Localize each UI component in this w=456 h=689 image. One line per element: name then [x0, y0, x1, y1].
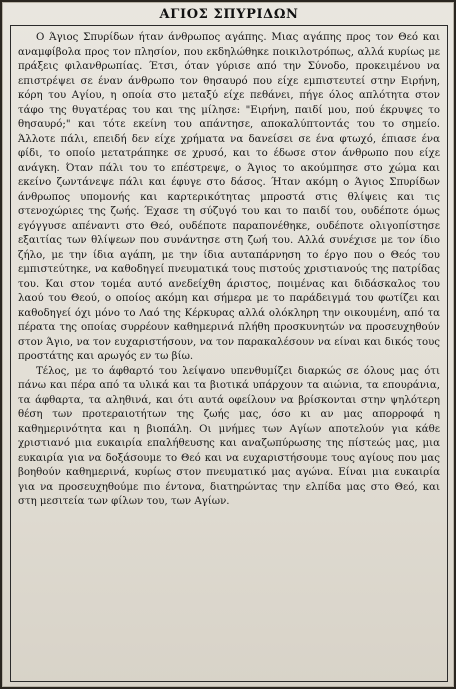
document-title: ΑΓΙΟΣ ΣΠΥΡΙΔΩΝ — [159, 7, 299, 22]
paragraph-2: Τέλος, με το άφθαρτό του λείψανο υπενθυμίζει διαρκώς σε όλους μας ότι πάνω και πέρα από τα υλικά και τα βιοτικά υπάρχουν τα αιώνια, τα επουράνια, τα άφθαρτα, τα αληθινά, και ότι αυτά οφείλουν να βρίσκονται στην ψηλότερη θέση των προτεραιοτήτων της ζωής μας, όσο κι αν μας απορροφά η καθημερινότητα και η βιοπάλη. Οι μνήμες των Αγίων αποτελούν για κάθε χριστιανό μια ευκαιρία επαλήθευσης και αναζωπύρωσης της πίστεώς μας, μια ευκαιρία για να δοξάσουμε το Θεό και να ευχαριστήσουμε τους αγίους που μας βοηθούν καθημερινά, κυρίως στον πνευματικό μας αγώνα. Είναι μια ευκαιρία για να προσευχηθούμε πιο έντονα, διατηρώντας την ελπίδα μας στο Θεό, και στη μεσιτεία των φίλων του, των Αγίων. — [18, 365, 440, 507]
document-page — [2, 2, 454, 687]
paragraph-1: Ο Άγιος Σπυρίδων ήταν άνθρωπος αγάπης. Μιας αγάπης προς τον Θεό και αναμφίβολα προς τον πλησίον, που εκδηλώθηκε ποικιλοτρόπως, αλλά κυρίως με πράξεις φιλανθρωπίας. Έτσι, όταν γύρισε από την Σύνοδο, προκειμένου να επιστρέψει σε έναν άνθρωπο τον θησαυρό που είχε εμπιστευτεί στην Ειρήνη, κόρη του Αγίου, η οποία στο μεταξύ είχε πεθάνει, πήγε όλος απλότητα στον τάφο της θυγατέρας του και της μίλησε: "Ειρήνη, παιδί μου, πού έκρυψες το θησαυρό;" και τότε εκείνη του απάντησε, αποκαλύπτοντάς του το σημείο. Άλλοτε πάλι, επειδή δεν είχε χρήματα να δανείσει σε ένα φτωχό, έπιασε ένα φίδι, το οποίο μετατράπηκε σε χρυσό, και το έδωσε στον άνθρωπο που είχε ανάγκη. Όταν πάλι του το επέστρεψε, ο Άγιος το ακούμπησε στο χώμα και εκείνο ζωντάνεψε πάλι και έφυγε στο δάσος. Ήταν ακόμη ο Άγιος Σπυρίδων άνθρωπος υπομονής και καρτερικότητας μπροστά στις θλίψεις και τις στενοχώριες της ζωής. Έχασε τη σύζυγό του και το παιδί του, ουδέποτε όμως εγόγγυσε απέναντι στο Θεό, ουδέποτε παραπονέθηκε, ουδέποτε ολιγοπίστησε εξαιτίας των θλίψεων που συνάντησε στη ζωή του. Αλλά συνέχισε με τον ίδιο ζήλο, με την ίδια αγάπη, με την ίδια αυταπάρνηση το έργο που ο Θεός του εμπιστεύτηκε, να καθοδηγεί πνευματικά τους πιστούς χριστιανούς της πατρίδας του. Και στον τομέα αυτό ανεδείχθη άριστος, ποιμένας και διδάσκαλος του λαού του Θεού, ο οποίος ακόμη και σήμερα με το παράδειγμά του φωτίζει και καθοδηγεί όχι μόνο το Λαό της Κέρκυρας αλλά ολόκληρη την οικουμένη, από τα πέρατα της οποίας συρρέουν καθημερινά πλήθη προσκυνητών να προσευχηθούν στον Άγιο, να τον ευχαριστήσουν, να τον παρακαλέσουν να είναι και δικός τους προστάτης και αρωγός εν τω βίω. — [18, 32, 440, 362]
document-body — [18, 31, 440, 510]
